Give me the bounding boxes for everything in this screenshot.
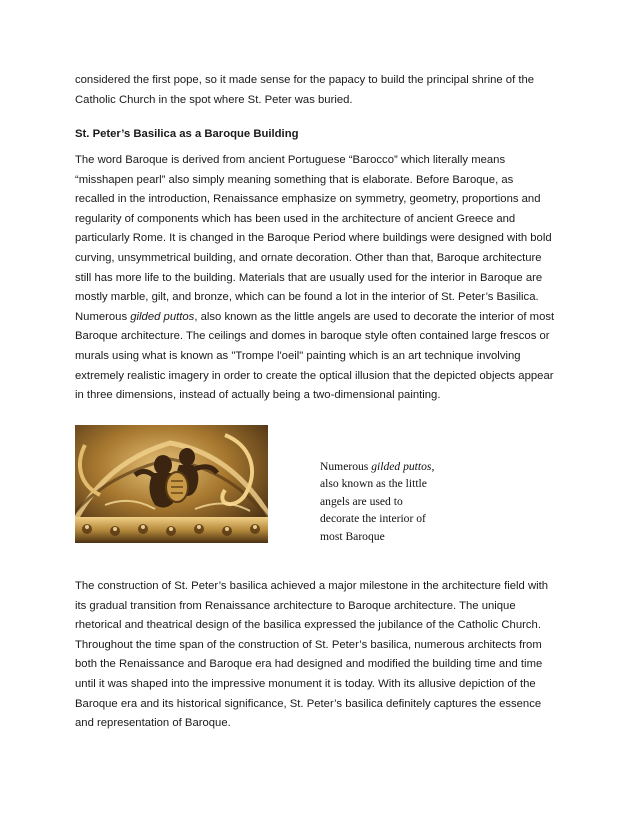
paragraph-line: regularity of components which has been used in the architecture of ancient Greece and	[75, 212, 516, 225]
paragraph-line: mostly marble, gilt, and bronze, which can be found a lot in the interior of St. Peter’s Basilica.	[75, 291, 539, 304]
paragraph-line: its gradual transition from Renaissance architecture to Baroque architecture. The unique	[75, 599, 516, 612]
construction-milestone-paragraph	[75, 577, 585, 734]
paragraph-line: and representation of Baroque.	[75, 717, 231, 730]
section-heading: St. Peter’s Basilica as a Baroque Building	[75, 128, 299, 140]
paragraph-line: Baroque era and its historical significance, St. Peter’s basilica definitely captures the essence	[75, 697, 542, 710]
paragraph-line: “misshapen pearl” also simply meaning something that is elaborate. Before Baroque, as	[75, 173, 514, 186]
baroque-definition-paragraph	[75, 151, 585, 406]
paragraph-line: rhetorical and theatrical design of the basilica expressed the jubilance of the Catholic Church.	[75, 619, 541, 632]
paragraph-line: particularly Rome. It is changed in the Baroque Period where buildings were designed with bold	[75, 232, 552, 245]
intro-line: Catholic Church in the spot where St. Peter was buried.	[75, 93, 353, 106]
paragraph-line-with-italic	[75, 308, 585, 328]
italic-term: gilded puttos	[130, 310, 195, 323]
intro-line: considered the first pope, so it made sense for the papacy to build the principal shrine of the	[75, 74, 535, 86]
caption-line-with-italic	[320, 458, 470, 475]
paragraph-line: in three dimensions, instead of actually being a two-dimensional painting.	[75, 389, 441, 402]
paragraph-line: The word Baroque is derived from ancient Portuguese “Barocco” which literally means	[75, 154, 506, 166]
caption-text: Numerous	[320, 460, 372, 473]
figure-caption	[320, 458, 470, 545]
paragraph-line: still has more life to the building. Materials that are usually used for the interior in Baroque are	[75, 271, 543, 284]
paragraph-line: curving, unsymmetrical building, and ornate decoration. Other than that, Baroque architecture	[75, 251, 542, 264]
paragraph-line: murals using what is known as "Trompe l'oeil" painting which is an art technique involving	[75, 349, 521, 362]
paragraph-line: extremely realistic imagery in order to create the optical illusion that the depicted objects appear	[75, 369, 554, 382]
caption-line: decorate the interior of	[320, 512, 426, 526]
intro-paragraph	[75, 71, 580, 110]
paragraph-line: recalled in the introduction, Renaissance emphasize on symmetry, geometry, proportions and	[75, 193, 541, 206]
caption-line: most Baroque	[320, 529, 385, 543]
line-text: Numerous	[75, 310, 131, 323]
paragraph-line: both the Renaissance and Baroque era had designed and modified the building time and time	[75, 658, 543, 671]
caption-text: ,	[431, 460, 435, 473]
gilded-puttos-photo	[75, 425, 268, 543]
caption-line: angels are used to	[320, 494, 403, 508]
caption-italic-term: gilded puttos	[371, 460, 432, 473]
paragraph-line: The construction of St. Peter’s basilica achieved a major milestone in the architecture field with	[75, 580, 549, 592]
paragraph-line: until it was shaped into the impressive monument it is today. With its allusive depiction of the	[75, 677, 536, 690]
caption-line: also known as the little	[320, 477, 427, 491]
paragraph-line: Baroque architecture. The ceilings and domes in baroque style often contained large frescos or	[75, 330, 550, 343]
line-text: , also known as the little angels are used to decorate the interior of most	[194, 310, 555, 323]
paragraph-line: Throughout the time span of the construction of St. Peter’s basilica, numerous architects from	[75, 638, 542, 651]
